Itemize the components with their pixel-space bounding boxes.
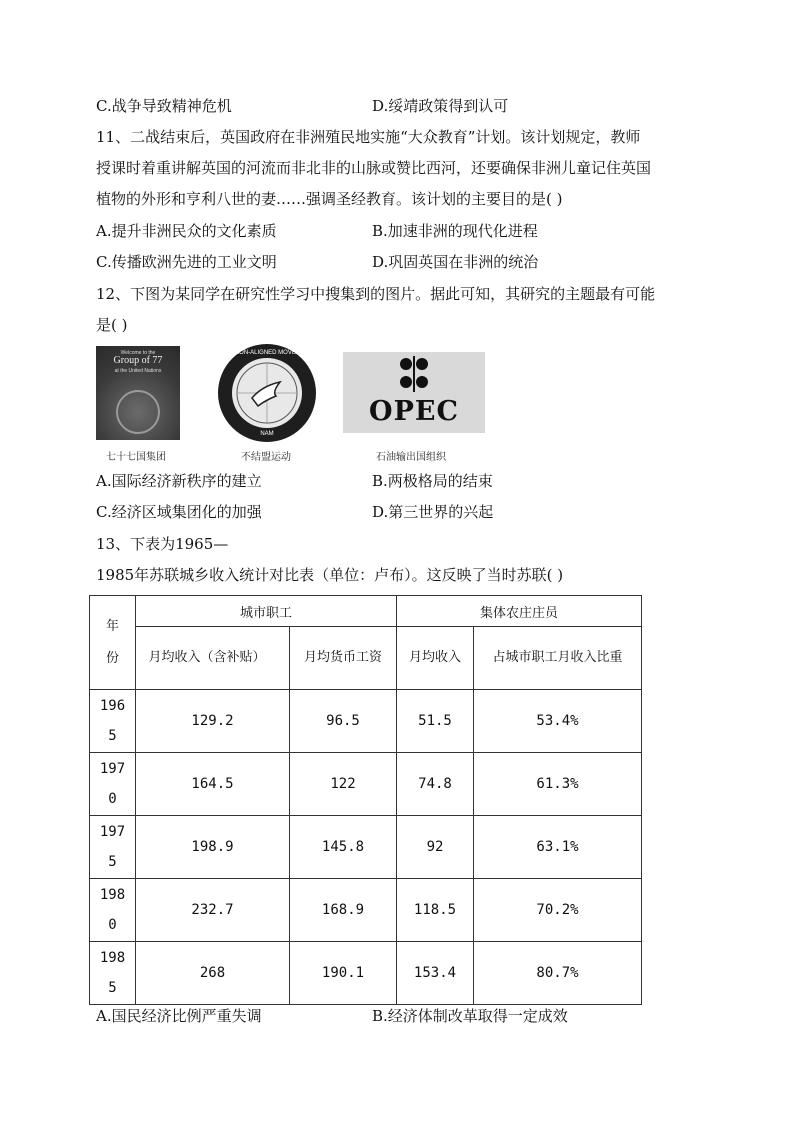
- q11-option-c: C.传播欧洲先进的工业文明: [96, 253, 277, 271]
- q13-option-a: A.国民经济比例严重失调: [96, 1007, 262, 1025]
- non-aligned-movement-logo: [218, 344, 316, 442]
- row-year: 1970: [99, 761, 126, 807]
- q11-stem-line-1: 11、二战结束后，英国政府在非洲殖民地实施“大众教育”计划。该计划规定，教师: [96, 128, 641, 146]
- g77-text-line-2: Group of 77: [113, 355, 163, 366]
- cell-farm-income: 74.8: [397, 753, 474, 816]
- nam-ring-text: THE NON-ALIGNED MOVEMENT: [221, 350, 313, 356]
- nam-globe-emblem: [232, 358, 302, 428]
- cell-ratio: 80.7%: [474, 942, 642, 1005]
- g77-text-line-3: at the United Nations: [114, 368, 162, 374]
- q10-option-d: D.绥靖政策得到认可: [372, 97, 509, 115]
- q12-option-c: C.经济区域集团化的加强: [96, 503, 262, 521]
- nam-bottom-text: NAM: [260, 431, 274, 437]
- q13-option-b: B.经济体制改革取得一定成效: [372, 1007, 568, 1025]
- cell-farm-income: 153.4: [397, 942, 474, 1005]
- table-row: [90, 753, 642, 816]
- table-header-city-income: 月均收入（含补贴）: [136, 627, 290, 690]
- cell-city-income: 268: [136, 942, 290, 1005]
- q11-stem-line-3: 植物的外形和亨利八世的妻……强调圣经教育。该计划的主要目的是( ): [96, 190, 563, 208]
- cell-city-income: 232.7: [136, 879, 290, 942]
- q13-stem-line-2: 1985年苏联城乡收入统计对比表（单位：卢布）。这反映了当时苏联( ): [96, 566, 564, 584]
- dove-icon: [232, 358, 302, 428]
- cell-farm-income: 51.5: [397, 690, 474, 753]
- nam-caption: 不结盟运动: [241, 452, 291, 463]
- q11-stem-line-2: 授课时着重讲解英国的河流而非北非的山脉或赞比西河，还要确保非洲儿童记住英国: [96, 159, 652, 177]
- opec-wordmark: OPEC: [369, 396, 459, 427]
- g77-text-line-1: Welcome to the: [120, 350, 156, 356]
- q11-option-d: D.巩固英国在非洲的统治: [372, 253, 539, 271]
- table-row: [90, 690, 642, 753]
- cell-city-income: 129.2: [136, 690, 290, 753]
- row-year: 1965: [99, 698, 126, 744]
- q13-stem-line-1: 13、下表为1965—: [96, 535, 229, 553]
- opec-logo: [343, 352, 485, 433]
- table-header-ratio: 占城市职工月收入比重: [474, 627, 642, 690]
- cell-ratio: 63.1%: [474, 816, 642, 879]
- q11-option-a: A.提升非洲民众的文化素质: [96, 222, 277, 240]
- cell-city-income: 198.9: [136, 816, 290, 879]
- q10-option-c: C.战争导致精神危机: [96, 97, 232, 115]
- cell-farm-income: 118.5: [397, 879, 474, 942]
- g77-caption: 七十七国集团: [106, 452, 166, 463]
- table-row: [90, 942, 642, 1005]
- cell-ratio: 61.3%: [474, 753, 642, 816]
- q12-option-a: A.国际经济新秩序的建立: [96, 472, 262, 490]
- q12-option-b: B.两极格局的结束: [372, 472, 493, 490]
- row-year: 1985: [99, 950, 126, 996]
- cell-city-wage: 168.9: [290, 879, 397, 942]
- table-header-city-workers: 城市职工: [136, 596, 397, 627]
- table-row: [90, 879, 642, 942]
- cell-ratio: 53.4%: [474, 690, 642, 753]
- globe-emblem-icon: [116, 390, 160, 434]
- row-year: 1975: [99, 824, 126, 870]
- q12-option-d: D.第三世界的兴起: [372, 503, 494, 521]
- cell-ratio: 70.2%: [474, 879, 642, 942]
- cell-city-wage: 145.8: [290, 816, 397, 879]
- cell-city-wage: 96.5: [290, 690, 397, 753]
- table-header-city-wage: 月均货币工资: [290, 627, 397, 690]
- table-header-farm-income: 月均收入: [397, 627, 474, 690]
- cell-city-wage: 190.1: [290, 942, 397, 1005]
- q12-stem-line-2: 是( ): [96, 316, 128, 334]
- group-of-77-image: [96, 346, 180, 440]
- table-header-year: 年份: [90, 596, 136, 690]
- table-row: [90, 816, 642, 879]
- opec-caption: 石油输出国组织: [376, 452, 446, 463]
- cell-city-wage: 122: [290, 753, 397, 816]
- opec-emblem-icon: [343, 352, 485, 396]
- cell-city-income: 164.5: [136, 753, 290, 816]
- income-table: [89, 595, 642, 1005]
- q11-option-b: B.加速非洲的现代化进程: [372, 222, 538, 240]
- row-year: 1980: [99, 887, 126, 933]
- table-header-collective-farmers: 集体农庄庄员: [397, 596, 642, 627]
- q12-stem-line-1: 12、下图为某同学在研究性学习中搜集到的图片。据此可知，其研究的主题最有可能: [96, 285, 656, 303]
- cell-farm-income: 92: [397, 816, 474, 879]
